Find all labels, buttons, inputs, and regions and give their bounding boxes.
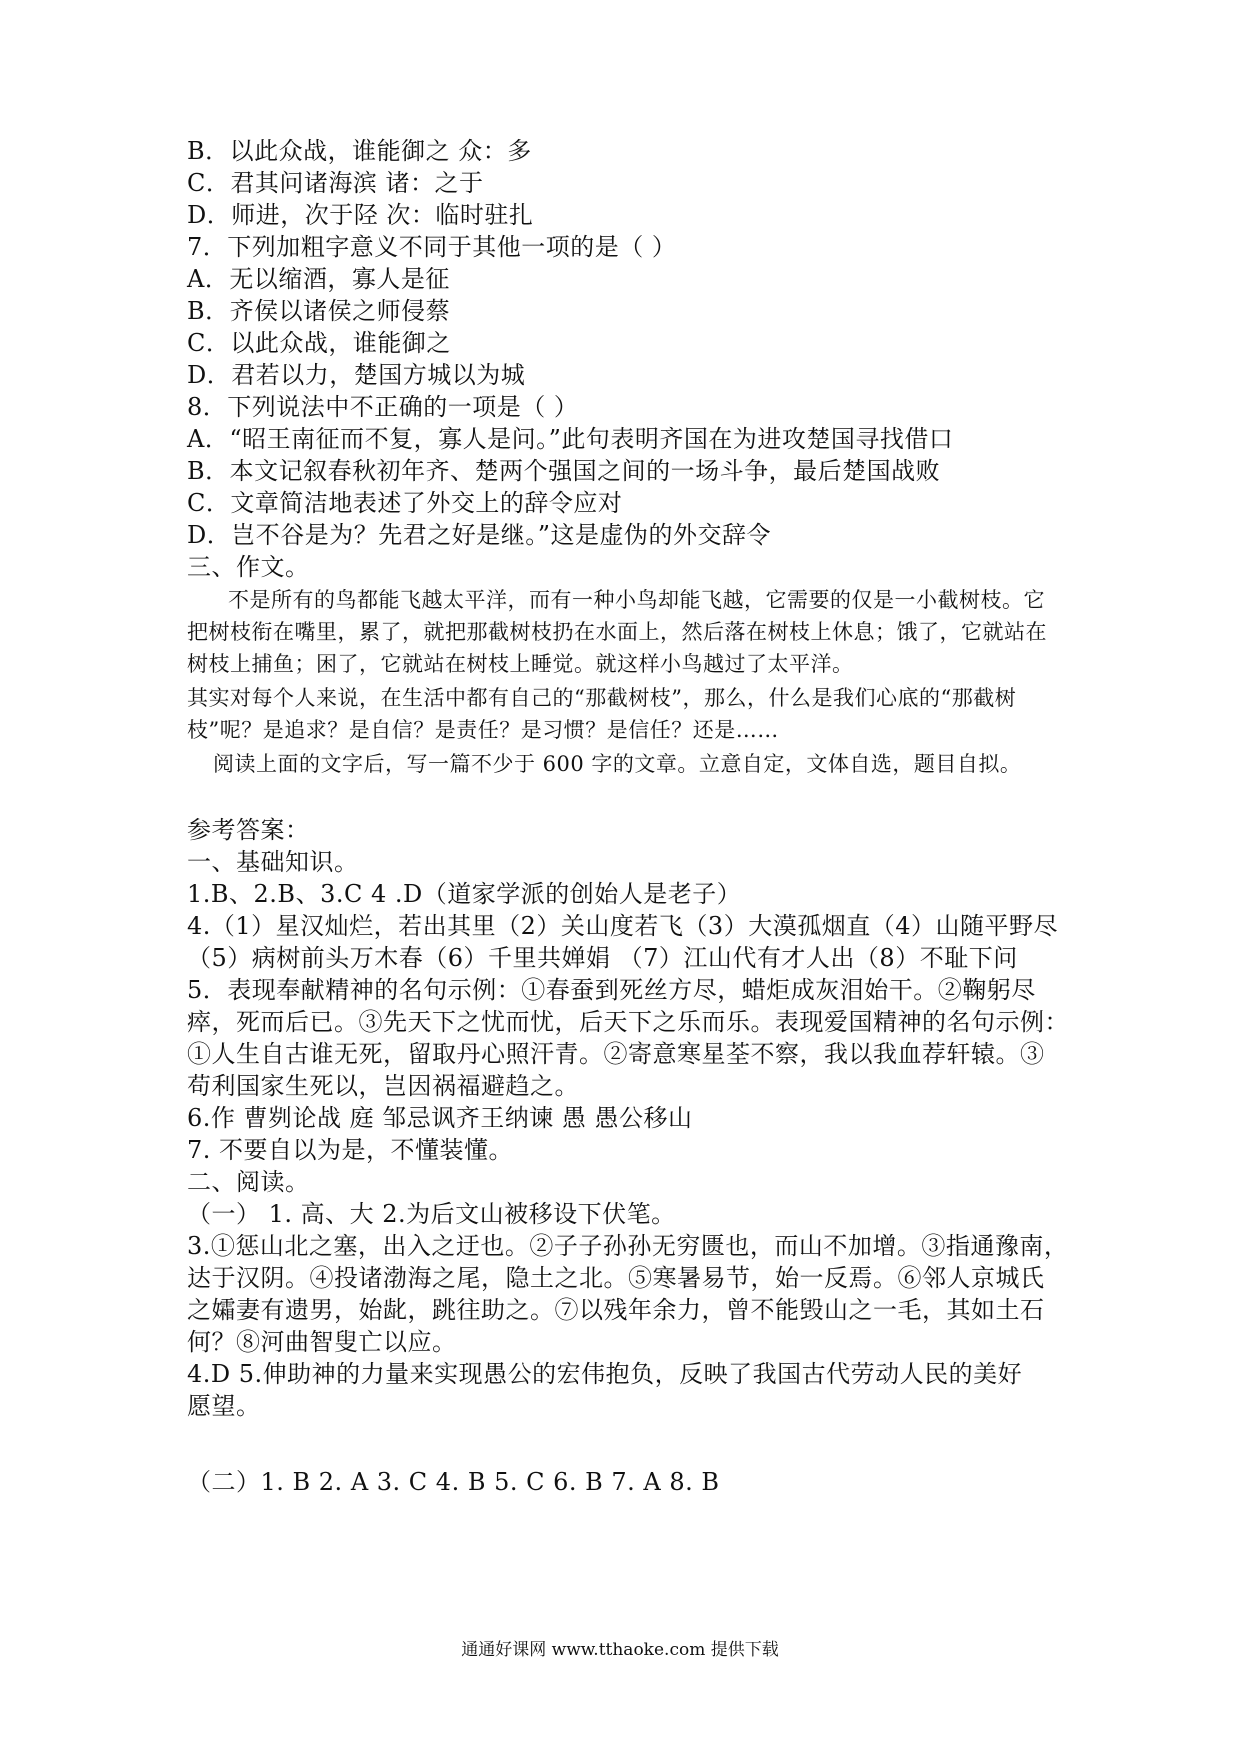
q6-option-d: D．师进，次于陉 次：临时驻扎 [187,201,534,229]
q8-option-a: A．“昭王南征而不复，寡人是问。”此句表明齐国在为进攻楚国寻找借口 [187,425,954,453]
answer-line: 4.D 5.伸助神的力量来实现愚公的宏伟抱负，反映了我国古代劳动人民的美好 [187,1360,1023,1388]
answer-line: 愿望。 [187,1392,261,1420]
essay-line: 不是所有的鸟都能飞越太平洋，而有一种小鸟却能飞越，它需要的仅是一小截树枝。它 [228,588,1045,612]
essay-prompt: 阅读上面的文字后，写一篇不少于 600 字的文章。立意自定，文体自选，题目自拟。 [213,752,1022,776]
answer-line: 7. 不要自以为是，不懂装懂。 [187,1136,514,1164]
answer-line: 6.作 曹刿论战 庭 邹忌讽齐王纳谏 愚 愚公移山 [187,1104,693,1132]
answers-heading: 参考答案： [187,816,310,844]
essay-line: 树枝上捕鱼；困了，它就站在树枝上睡觉。就这样小鸟越过了太平洋。 [187,652,854,676]
q8-option-d: D．岂不谷是为？先君之好是继。”这是虚伪的外交辞令 [187,521,772,549]
answer-line: 苟利国家生死以，岂因祸福避趋之。 [187,1072,579,1100]
answer-line: 5．表现奉献精神的名句示例：①春蚕到死丝方尽，蜡炬成灰泪始干。②鞠躬尽 [187,976,1036,1004]
essay-line: 枝”呢？是追求？是自信？是责任？是习惯？是信任？还是…… [187,718,779,742]
q6-option-b: B．以此众战，谁能御之 众：多 [187,137,532,165]
q7-option-c: C．以此众战，谁能御之 [187,329,451,357]
answer-line: （二）1. B 2. A 3. C 4. B 5. C 6. B 7. A 8. B [187,1468,720,1496]
answer-line: 一、基础知识。 [187,848,359,876]
q6-option-c: C．君其问诸海滨 诸：之于 [187,169,484,197]
essay-line: 把树枝衔在嘴里，累了，就把那截树枝扔在水面上，然后落在树枝上休息；饿了，它就站在 [187,620,1047,644]
answer-line: （一） 1. 高、大 2.为后文山被移设下伏笔。 [187,1200,676,1228]
answer-line: 二、阅读。 [187,1168,310,1196]
essay-line: 其实对每个人来说，在生活中都有自己的“那截树枝”，那么，什么是我们心底的“那截树 [187,686,1017,710]
essay-heading: 三、作文。 [187,553,310,581]
q7-option-b: B．齐侯以诸侯之师侵蔡 [187,297,451,325]
answer-line: ①人生自古谁无死，留取丹心照汗青。②寄意寒星荃不察，我以我血荐轩辕。③ [187,1040,1045,1068]
answer-line: （5）病树前头万木春（6）千里共婵娟 （7）江山代有才人出（8）不耻下问 [187,944,1018,972]
answer-line: 达于汉阴。④投诸渤海之尾，隐土之北。⑤寒暑易节，始一反焉。⑥邻人京城氏 [187,1264,1045,1292]
answer-line: 1.B、2.B、3.C 4 .D（道家学派的创始人是老子） [187,880,742,908]
q8-stem: 8．下列说法中不正确的一项是（ ） [187,393,579,421]
answer-line: 4.（1）星汉灿烂，若出其里（2）关山度若飞（3）大漠孤烟直（4）山随平野尽 [187,912,1058,940]
q8-option-c: C．文章简洁地表述了外交上的辞令应对 [187,489,623,517]
answer-line: 3.①惩山北之塞，出入之迂也。②子子孙孙无穷匮也，而山不加增。③指通豫南， [187,1232,1069,1260]
answer-line: 之孀妻有遗男，始龀，跳往助之。⑦以残年余力，曾不能毁山之一毛，其如土石 [187,1296,1045,1324]
page-footer: 通通好课网 www.tthaoke.com 提供下载 [461,1640,779,1660]
answer-line: 何？⑧河曲智叟亡以应。 [187,1328,457,1356]
answer-line: 瘁，死而后已。③先天下之忧而忧，后天下之乐而乐。表现爱国精神的名句示例： [187,1008,1069,1036]
q7-option-a: A．无以缩酒，寡人是征 [187,265,450,293]
q8-option-b: B．本文记叙春秋初年齐、楚两个强国之间的一场斗争，最后楚国战败 [187,457,941,485]
q7-option-d: D．君若以力，楚国方城以为城 [187,361,526,389]
q7-stem: 7．下列加粗字意义不同于其他一项的是（ ） [187,233,677,261]
